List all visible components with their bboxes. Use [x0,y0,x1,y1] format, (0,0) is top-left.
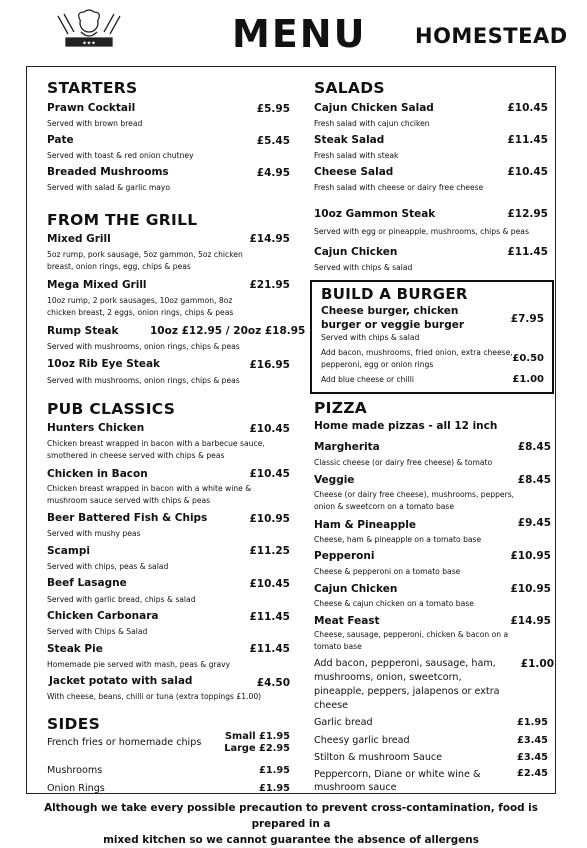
menu-item-name: Meat Feast [314,615,380,627]
menu-item-name: Ham & Pineapple [314,519,417,531]
menu-item-desc: Served with mushrooms, onion rings, chips & peas [47,376,240,385]
menu-item-price: £8.45 [517,474,551,486]
menu-item-price: £11.45 [507,134,548,146]
menu-item-name: Cajun Chicken Salad [314,102,434,114]
side-item-price: £1.95 [259,783,290,794]
menu-item-name: Pate [47,134,74,146]
menu-item-desc: Cheese, ham & pineapple on a tomato base [314,535,482,544]
menu-item-price: £8.45 [517,441,551,453]
menu-item-price: £5.95 [256,103,290,115]
burger-heading: BUILD A BURGER [321,285,468,303]
side-item-price: £3.45 [517,735,548,746]
side-item-price: £2.45 [517,768,548,779]
menu-item-price: £11.45 [249,611,290,623]
side-item-name: Garlic bread [314,717,373,728]
menu-item-name: Rump Steak [47,325,119,337]
grill-heading: FROM THE GRILL [47,211,198,229]
menu-item-desc: Fresh salad with cajun chciken [314,119,430,128]
menu-item-price: £10.45 [507,102,548,114]
menu-item-price: £10.95 [249,513,290,525]
menu-item-desc: Chicken breast wrapped in bacon with a barbecue sauce, smothered in cheese served with chips & peas [47,439,265,460]
menu-item-desc: Served with egg or pineapple, mushrooms, chips & peas [314,227,529,236]
starters-heading: STARTERS [47,79,138,97]
menu-item-price: £10.45 [249,468,290,480]
menu-item-price: £9.45 [517,517,551,529]
menu-item-name: Mixed Grill [47,233,111,245]
pizza-subheading: Home made pizzas - all 12 inch [314,420,498,432]
menu-item-price: £11.45 [507,246,548,258]
side-item-name: Stilton & mushroom Sauce [314,752,443,763]
menu-item-desc: Served with garlic bread, chips & salad [47,595,196,604]
menu-item-price: £5.45 [256,135,290,147]
pizza-heading: PIZZA [314,399,368,417]
menu-item-desc: Cheese (or dairy free cheese), mushrooms, peppers, onion & sweetcorn on a tomato base [314,490,515,511]
menu-item-name: Cajun Chicken [314,583,398,595]
restaurant-name: HOMESTEAD [415,24,568,48]
menu-item-desc: 10oz rump, 2 pork sausages, 10oz gammon, 8oz chicken breast, 2 eggs, onion rings, chips & peas [47,296,234,317]
pizza-extra-toppings: Add bacon, pepperoni, sausage, ham, mushrooms, onion, sweetcorn, pineapple, peppers, jalapenos or extra cheese [314,658,500,711]
menu-item-desc: Cheese & cajun chicken on a tomato base [314,599,474,608]
menu-item-price: £21.95 [249,279,290,291]
sides-heading: SIDES [47,715,101,733]
menu-item-price: £10.95 [510,550,551,562]
menu-item-desc: Served with mushy peas [47,529,141,538]
menu-item-price: £11.45 [249,643,290,655]
menu-item-price: £14.95 [510,615,551,627]
menu-item-price: £10.45 [507,166,548,178]
burger-extra-2: Add blue cheese or chilli [321,375,414,384]
menu-item-name: Breaded Mushrooms [47,166,169,178]
menu-item-name: Scampi [47,545,90,557]
side-item-price: £3.45 [517,752,548,763]
menu-item-price: £4.95 [256,167,290,179]
side-item-price: £1.95 [259,765,290,776]
allergen-notice-line-2: mixed kitchen so we cannot guarantee the absence of allergens [103,834,479,846]
menu-item-name: Pepperoni [314,550,375,562]
menu-item-desc: Cheese, sausage, pepperoni, chicken & bacon on a tomato base [314,630,509,651]
side-item-price-large: Large £2.95 [224,743,290,754]
menu-item-desc: Fresh salad with cheese or dairy free cheese [314,183,484,192]
burger-desc: Served with chips & salad [321,333,420,342]
menu-item-desc: Served with brown bread [47,119,143,128]
page-title: MENU [232,12,367,56]
menu-item-price: £10.95 [510,583,551,595]
side-item-name: Mushrooms [47,765,103,776]
side-item-name: Onion Rings [47,783,105,794]
menu-item-price: £12.95 [507,208,548,220]
side-item-name: French fries or homemade chips [47,737,202,748]
menu-item-desc: 5oz rump, pork sausage, 5oz gammon, 5oz chicken breast, onion rings, egg, chips & peas [47,250,243,271]
burger-extra-1-price: £0.50 [512,353,544,364]
menu-item-name: 10oz Rib Eye Steak [47,358,161,370]
menu-item-price: 10oz £12.95 / 20oz £18.95 [150,325,306,337]
menu-item-price: £4.50 [256,677,290,689]
menu-item-price: £10.45 [249,578,290,590]
menu-item-name: Hunters Chicken [47,422,145,434]
menu-item-name: Cajun Chicken [314,246,398,258]
burger-extra-1: Add bacon, mushrooms, fried onion, extra cheese, pepperoni, egg or onion rings [321,348,513,369]
svg-text:★★★: ★★★ [82,40,96,47]
menu-item-name: Mega Mixed Grill [47,279,147,291]
burger-extra-2-price: £1.00 [512,374,544,385]
side-item-name: Cheesy garlic bread [314,735,410,746]
allergen-notice [26,800,556,848]
chef-logo [50,8,128,54]
menu-item-name: Beer Battered Fish & Chips [47,512,208,524]
menu-item-desc: Served with chips, peas & salad [47,562,169,571]
side-item-price: £1.95 [517,717,548,728]
menu-item-price: £10.45 [249,423,290,435]
menu-item-desc: Served with toast & red onion chutney [47,151,194,160]
menu-item-desc: Served with Chips & Salad [47,627,148,636]
menu-item-desc: Served with mushrooms, onion rings, chips & peas [47,342,240,351]
menu-item-desc: Served with chips & salad [314,263,413,272]
menu-item-name: Jacket potato with salad [49,675,193,687]
menu-item-price: £16.95 [249,359,290,371]
menu-item-desc: Served with salad & garlic mayo [47,183,171,192]
menu-item-name: Steak Pie [47,643,103,655]
menu-item-desc: Classic cheese (or dairy free cheese) & tomato [314,458,493,467]
burger-price: £7.95 [510,313,544,325]
menu-item-price: £11.25 [249,545,290,557]
allergen-notice-line-1: Although we take every possible precaution to prevent cross-contamination, food is prepared in a [44,802,538,830]
burger-name: Cheese burger, chicken burger or veggie burger [321,305,465,331]
pub-classics-heading: PUB CLASSICS [47,400,176,418]
menu-item-name: Cheese Salad [314,166,394,178]
menu-item-desc: Fresh salad with steak [314,151,399,160]
menu-item-desc: Cheese & pepperoni on a tomato base [314,567,461,576]
menu-item-name: Prawn Cocktail [47,102,136,114]
menu-item-name: Veggie [314,474,355,486]
menu-item-name: Chicken in Bacon [47,468,148,480]
side-item-price: Small £1.95 [225,731,290,742]
menu-item-name: Margherita [314,441,380,453]
menu-item-name: Chicken Carbonara [47,610,159,622]
menu-item-desc: Chicken breast wrapped in bacon with a white wine & mushroom sauce served with chips & peas [47,484,252,505]
pizza-extra-price: £1.00 [520,658,554,670]
menu-item-desc: Homemade pie served with mash, peas & gravy [47,660,231,669]
menu-item-name: Beef Lasagne [47,577,127,589]
menu-item-name: Steak Salad [314,134,385,146]
menu-item-price: £14.95 [249,233,290,245]
menu-item-name: 10oz Gammon Steak [314,208,436,220]
side-item-name: Peppercorn, Diane or white wine & mushroom sauce [314,769,481,793]
salads-heading: SALADS [314,79,385,97]
menu-item-desc: With cheese, beans, chilli or tuna (extra toppings £1.00) [47,692,262,701]
